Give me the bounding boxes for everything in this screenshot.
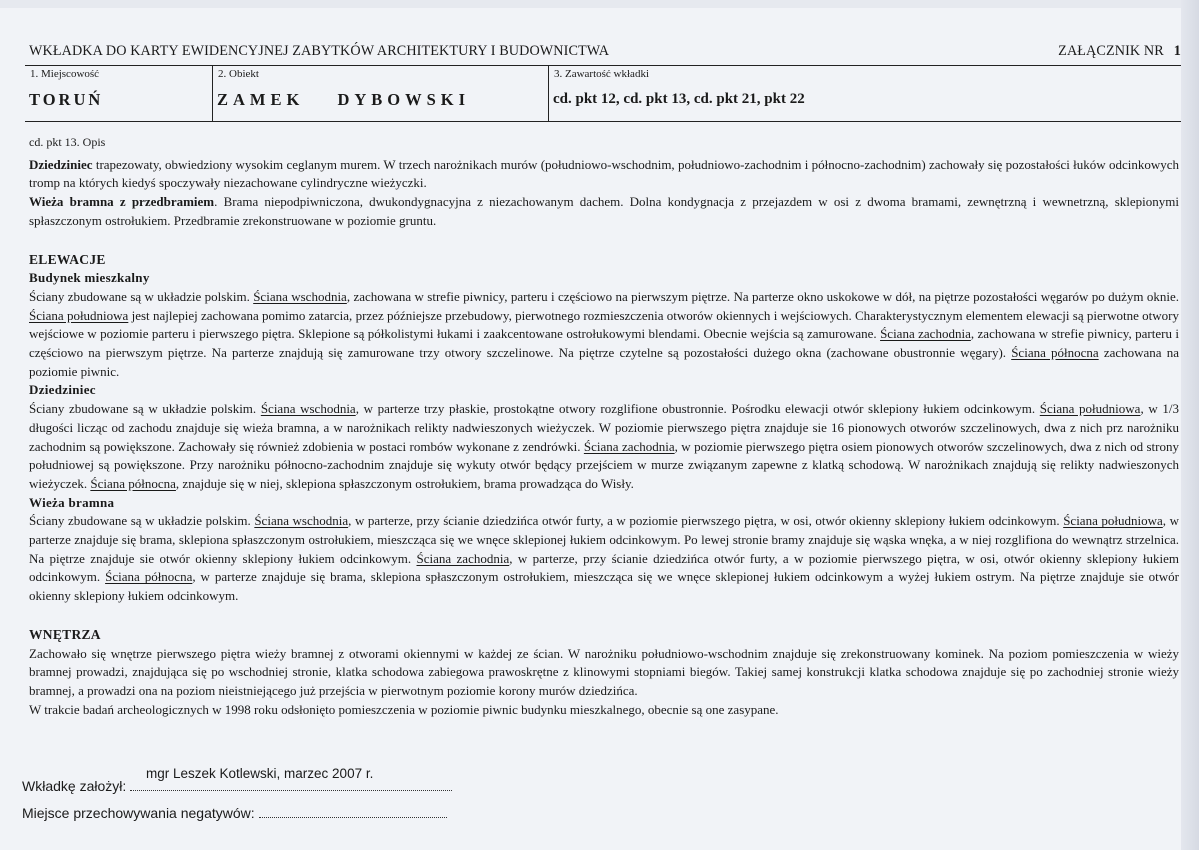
- author-line: [22, 766, 452, 794]
- text-run: , w parterze znajduje się brama, sklepiona spłaszczonym ostrołukiem, mieszcząca się we wnęce sklepionej łukiem odcinkowym. Po lewej stronie bramy znajduje się wąska wnęka, a w niej rozglifiona do wewnątrz strzelnica. Na piętrze znajduje sie otwór okienny sklepiony łukiem odcinkowym.: [29, 513, 1179, 566]
- underlined-wall-name: Ściana południowa: [29, 307, 129, 323]
- underlined-wall-name: Ściana zachodnia: [583, 438, 675, 454]
- field-contents-value: cd. pkt 12, cd. pkt 13, cd. pkt 21, pkt 22: [553, 91, 805, 107]
- intro-wieza-text: . Brama niepodpiwniczona, dwukondygnacyjna z niezachowanym dachem. Dolna kondygnacja z przejazdem w osi z dwoma bramami, zewnętrzną i wewnetrzną, sklepionymi spłaszczonym ostrołukiem. Przedbramie zrekonstruowane w poziomie gruntu.: [29, 194, 1180, 228]
- underlined-wall-name: Ściana północna: [90, 475, 176, 491]
- text-run: , w parterze znajduje się brama, sklepiona spłaszczonym ostrołukiem, mieszcząca się we wnęce sklepionej łukiem odcinkowym a wyżej łukiem ostrym. Na piętrze znajduje sie otwór okienny sklepiony łukiem odcinkowym.: [29, 569, 1179, 604]
- underlined-wall-name: Ściana północna: [1011, 345, 1099, 361]
- annex-number: 1: [1173, 43, 1181, 59]
- page-right-edge: [1181, 0, 1199, 850]
- underlined-wall-name: Ściana wschodnia: [253, 288, 347, 304]
- text-run: , zachowana w strefie piwnicy, parteru i częściowo na pierwszym piętrze. Na parterze okno uskokowe w dół, na piętrze pozostałości węgarów po dużym oknie.: [346, 288, 1179, 304]
- annex-label-text: ZAŁĄCZNIK NR: [1058, 43, 1164, 59]
- heading-wnetrza: WNĘTRZA: [29, 626, 101, 642]
- paragraph-wnetrza-2: W trakcie badań archeologicznych w 1998 roku odsłonięto pomieszczenia w poziomie piwnic budynku mieszkalnego, obecnie są one zasypane.: [29, 701, 779, 717]
- author-value: mgr Leszek Kotlewski, marzec 2007 r.: [146, 766, 374, 781]
- paragraph-wnetrza: Zachowało się wnętrze pierwszego piętra wieży bramnej z otworami okiennymi w każdej ze ścian. W narożniku południowo-wschodnim znajduje się zrekonstruowany kominek. Na poziom pomieszczenia w wieży bramnej prowadzi, znajdująca się po wschodniej stronie, klatka schodowa zabiegowa prawoskrętne z klinowymi stopniami biegów. Takiej samej konstrukcji klatka schodowa znajduje się po zachodniej stronie wieży bramnej, a prowadzi ona na poziom nieistniejącego już przejścia w pierwotnym poziomie korony murów dziedzińca.: [29, 645, 1179, 698]
- description-content: [29, 133, 1179, 719]
- paragraph-dziedziniec: [29, 400, 1179, 494]
- text-run: , w poziomie pierwszego piętra osiem pionowych otworów szczelinowych, dwa z nich od strony południowej są powiększone. Przy narożniku północno-zachodnim znajduje się wykuty otwór będący przejściem w murze związanym zapewne z klatką schodową. W narożnikach znajdują się relikty nadwieszonych wieżyczek.: [29, 438, 1179, 491]
- text-run: , w 1/3 długości licząc od zachodu znajduje się wieża bramna, a w narożnikach relikty nadwieszonych wieżyczek. W poziomie pierwszego piętra znajduje sie 16 pionowych otworów szczelinowych, dwa z nich prz narożniku zachodnim są powiększone. Zachowały się również zdobienia w postaci rombów wykonane z zendrówki.: [29, 401, 1179, 454]
- page-top-edge: [0, 0, 1199, 8]
- header-rule-bottom: [25, 121, 1181, 122]
- spacer: [29, 231, 1179, 251]
- text-run: , znajduje się w niej, sklepiona spłaszczonym ostrołukiem, brama prowadząca do Wisły.: [175, 475, 634, 491]
- heading-budynek: Budynek mieszkalny: [29, 270, 150, 286]
- field-contents: [549, 66, 1179, 121]
- text-run: Ściany zbudowane są w układzie polskim.: [29, 513, 255, 529]
- field-object-label: 2. Obiekt: [218, 68, 259, 80]
- underlined-wall-name: Ściana zachodnia: [416, 550, 510, 566]
- paragraph-budynek: [29, 288, 1179, 382]
- text-run: Ściany zbudowane są w układzie polskim.: [29, 288, 254, 304]
- text-run: , w parterze trzy płaskie, prostokątne otwory rozglifione obustronnie. Pośrodku elewacji otwór sklepiony łukiem odcinkowym.: [355, 401, 1040, 417]
- text-run: , w parterze, przy ścianie dziedzińca otwór furty, a w poziomie pierwszego piętra, w osi, otwór okienny sklepiony łukiem odcinkowym.: [348, 513, 1064, 529]
- intro-wieza-bold: Wieża bramna z przedbramiem: [29, 194, 215, 210]
- form-fields: [25, 66, 1181, 121]
- author-label: Wkładkę założył:: [22, 778, 127, 794]
- field-locality: [25, 66, 212, 121]
- underlined-wall-name: Ściana zachodnia: [880, 326, 971, 342]
- underlined-wall-name: Ściana południowa: [1063, 513, 1163, 529]
- underlined-wall-name: Ściana wschodnia: [254, 513, 349, 529]
- field-contents-label: 3. Zawartość wkładki: [554, 68, 649, 80]
- section-label: cd. pkt 13. Opis: [29, 135, 106, 149]
- text-run: , zachowana w strefie piwnicy, parteru i częściowo na pierwszym piętrze. Na parterze znajdują się zamurowane trzy otwory szczelinowe. Na piętrze czytelne są pozostałości dużego okna (zachowane obustronnie węgary).: [29, 326, 1179, 361]
- annex-label: [1058, 43, 1181, 60]
- underlined-wall-name: Ściana wschodnia: [260, 401, 356, 417]
- text-run: zachowana na poziomie piwnic.: [29, 345, 1179, 379]
- heading-dziedziniec: Dziedziniec: [29, 382, 96, 398]
- spacer: [29, 606, 1179, 626]
- field-object-value: ZAMEK DYBOWSKI: [217, 90, 471, 109]
- intro-dziedziniec: [29, 156, 1179, 193]
- field-object: [213, 66, 548, 121]
- field-locality-label: 1. Miejscowość: [30, 68, 100, 80]
- underlined-wall-name: Ściana północna: [105, 569, 193, 585]
- negatives-line: [22, 803, 447, 821]
- text-run: jest najlepiej zachowana pomimo zatarcia, przez późniejsze przebudowy, pierwotnego rozmieszczenia otworów okiennych i wejściowych. Charakterystycznym elementem elewacji są pierwotne otwory wejściowe w poziomie parteru i pierwszego piętra. Sklepione są półkolistymi łukami i zaakcentowane ostrołukowymi blendami. Obecnie wejścia są zamurowane.: [29, 307, 1179, 342]
- underlined-wall-name: Ściana południowa: [1039, 401, 1141, 417]
- heading-elewacje: ELEWACJE: [29, 251, 106, 267]
- intro-wieza: [29, 193, 1179, 230]
- text-run: , w parterze, przy ścianie dziedzińca otwór furty, a w poziomie pierwszego piętra, w osi, otwór okienny sklepiony łukiem odcinkowym.: [29, 550, 1179, 585]
- intro-dziedziniec-text: trapezowaty, obwiedziony wysokim ceglanym murem. W trzech narożnikach murów (południowo-wschodnim, południowo-zachodnim i północno-zachodnim) zachowały się pozostałości łuków odcinkowych tromp na których kiedyś spoczywały niezachowane cylindryczne wieżyczki.: [29, 156, 1179, 191]
- heading-wieza: Wieża bramna: [29, 494, 115, 510]
- text-run: Ściany zbudowane są w układzie polskim.: [29, 401, 261, 417]
- intro-dziedziniec-bold: Dziedziniec: [29, 156, 93, 172]
- form-title: WKŁADKA DO KARTY EWIDENCYJNEJ ZABYTKÓW ARCHITEKTURY I BUDOWNICTWA: [29, 43, 610, 59]
- paragraph-wieza: [29, 512, 1179, 606]
- negatives-label: Miejsce przechowywania negatywów:: [22, 805, 255, 821]
- negatives-dotted-line: [259, 803, 447, 818]
- field-locality-value: TORUŃ: [29, 90, 104, 109]
